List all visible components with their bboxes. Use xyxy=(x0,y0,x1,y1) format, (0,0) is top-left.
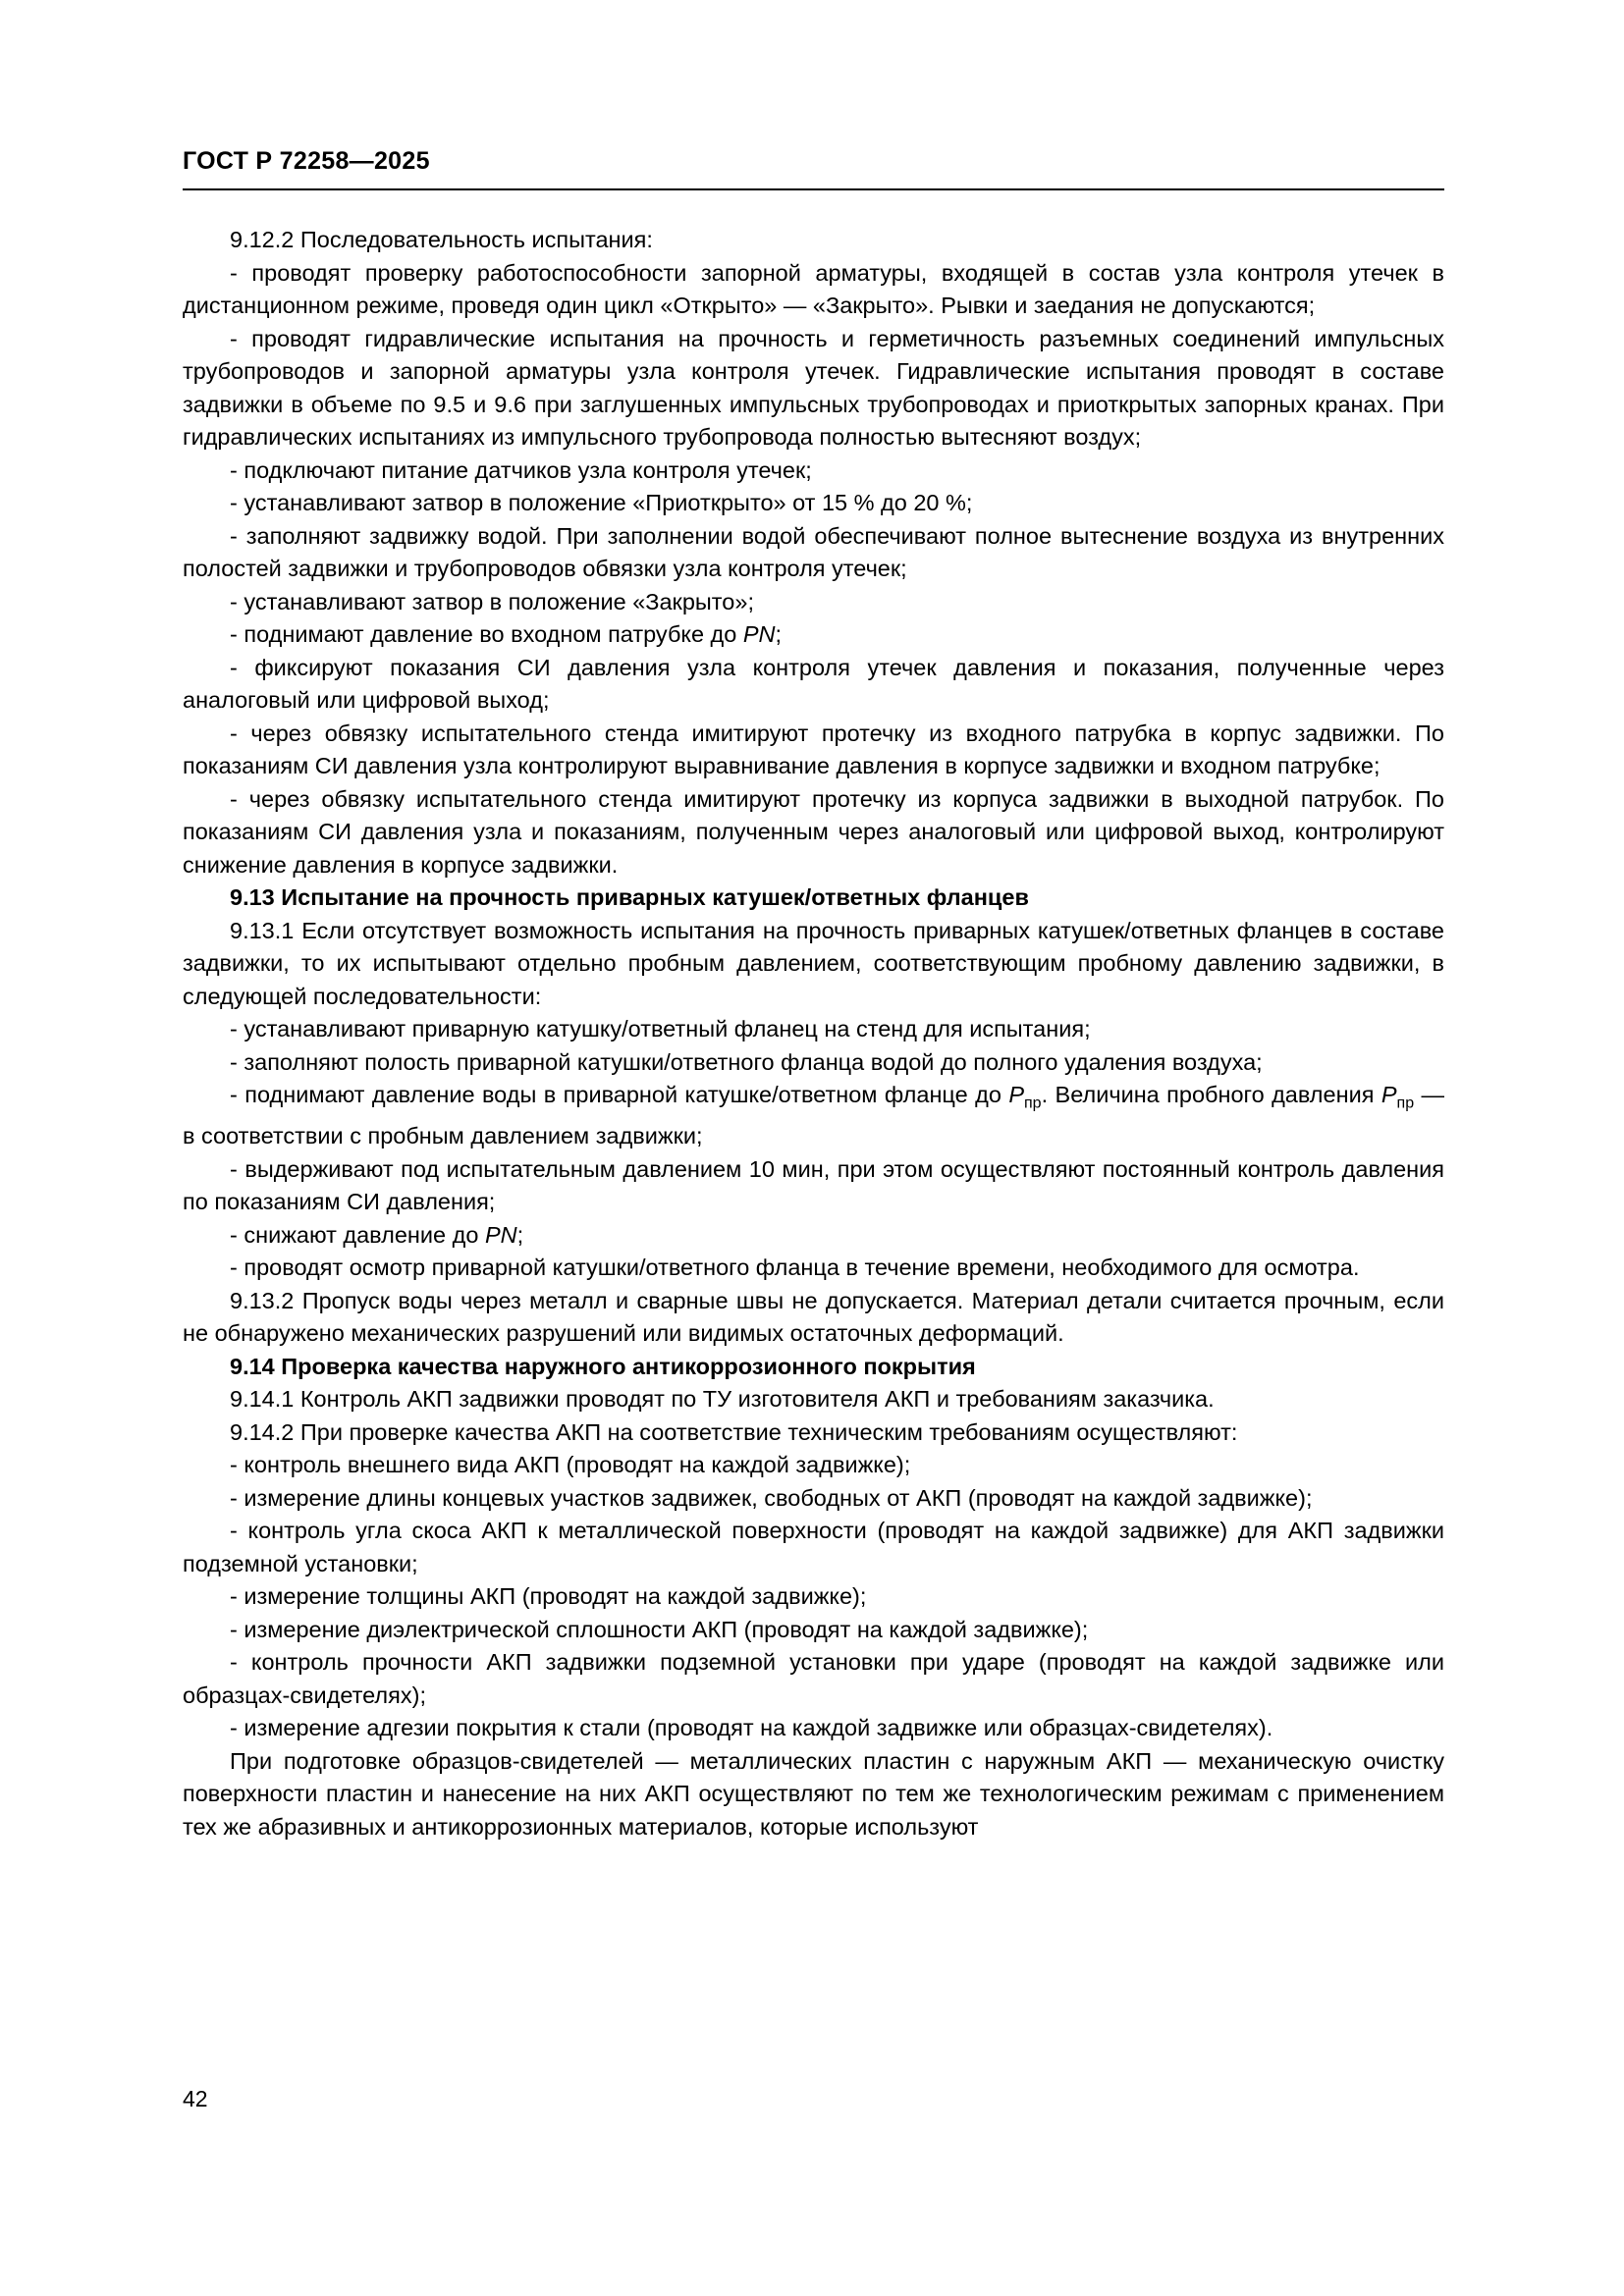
list-item: - заполняют задвижку водой. При заполнении водой обеспечивают полное вытеснение воздуха из внутренних полостей задвижки и трубопроводов обвязки узла контроля утечек; xyxy=(183,522,1444,581)
page-number: 42 xyxy=(183,2086,208,2111)
list-item-text-b: . Величина пробного давления xyxy=(1041,1082,1381,1107)
paragraph-9-13-1: 9.13.1 Если отсутствует возможность испытания на прочность приварных катушек/ответных фланцев в составе задвижки, то их испытывают отдельно пробным давлением, соответствующим пробному давлению задвижки, в следующей последовательности: xyxy=(183,917,1444,1009)
list-item-text-c: — в соответствии с пробным давлением задвижки; xyxy=(183,1082,1445,1149)
list-item: - выдерживают под испытательным давлением 10 мин, при этом осуществляют постоянный контроль давления по показаниям СИ давления; xyxy=(183,1155,1444,1215)
list-item: - устанавливают затвор в положение «Закрыто»; xyxy=(230,588,754,614)
symbol-p: P xyxy=(1380,1082,1397,1107)
list-item-text-b: ; xyxy=(516,1221,524,1248)
list-item xyxy=(183,1079,1444,1153)
list-item: - устанавливают приварную катушку/ответный фланец на стенд для испытания; xyxy=(230,1016,1091,1041)
paragraph-9-14-2: 9.14.2 При проверке качества АКП на соответствие техническим требованиям осуществляют: xyxy=(230,1418,1238,1445)
list-item: - фиксируют показания СИ давления узла контроля утечек давления и показания, полученные через аналоговый или цифровой выход; xyxy=(183,654,1444,713)
symbol-pn: PN xyxy=(742,621,776,647)
list-item: - измерение диэлектрической сплошности АКП (проводят на каждой задвижке); xyxy=(230,1616,1089,1642)
paragraph-9-12-2: 9.12.2 Последовательность испытания: xyxy=(230,227,653,252)
list-item xyxy=(183,1219,1444,1253)
symbol-p: P xyxy=(1008,1082,1025,1107)
section-heading-9-13: 9.13 Испытание на прочность приварных катушек/ответных фланцев xyxy=(230,884,1029,910)
list-item: - через обвязку испытательного стенда имитируют протечку из входного патрубка в корпус задвижки. По показаниям СИ давления узла контролируют выравнивание давления в корпусе задвижки и входном патрубке; xyxy=(183,720,1444,778)
list-item: - контроль угла скоса АКП к металлической поверхности (проводят на каждой задвижке) для АКП задвижки подземной установки; xyxy=(183,1518,1444,1576)
list-item-text-b: ; xyxy=(775,621,783,647)
list-item: - проводят гидравлические испытания на прочность и герметичность разъемных соединений импульсных трубопроводов и запорной арматуры узла контроля утечек. Гидравлические испытания проводят в составе задвижки в объеме по 9.5 и 9.6 при заглушенных импульсных трубопроводах и приоткрытых запорных кранах. При гидравлических испытаниях из импульсного трубопровода полностью вытесняют воздух; xyxy=(183,325,1444,450)
list-item xyxy=(183,618,1444,652)
list-item: - измерение длины концевых участков задвижек, свободных от АКП (проводят на каждой задвижке); xyxy=(230,1484,1313,1511)
list-item-text-a: - поднимают давление во входном патрубке до xyxy=(230,621,743,647)
page-content xyxy=(183,224,1444,1843)
list-item: - через обвязку испытательного стенда имитируют протечку из корпуса задвижки в выходной патрубок. По показаниям СИ давления узла и показаниям, полученным через аналоговый или цифровой выход, контролируют снижение давления в корпусе задвижки. xyxy=(183,785,1444,878)
list-item: - проводят осмотр приварной катушки/ответного фланца в течение времени, необходимого для осмотра. xyxy=(230,1255,1360,1281)
list-item: - заполняют полость приварной катушки/ответного фланца водой до полного удаления воздуха; xyxy=(230,1048,1263,1075)
paragraph-9-13-2: 9.13.2 Пропуск воды через металл и сварные швы не допускается. Материал детали считается прочным, если не обнаружено механических разрушений или видимых остаточных деформаций. xyxy=(183,1287,1444,1347)
page-header: ГОСТ Р 72258—2025 xyxy=(183,147,430,175)
list-item-text-a: - снижают давление до xyxy=(230,1221,485,1248)
list-item: - подключают питание датчиков узла контроля утечек; xyxy=(230,456,812,483)
header-divider xyxy=(183,188,1444,190)
list-item: - проводят проверку работоспособности запорной арматуры, входящей в состав узла контроля утечек в дистанционном режиме, проведя один цикл «Открыто» — «Закрыто». Рывки и заедания не допускаются; xyxy=(183,259,1444,318)
list-item: - измерение толщины АКП (проводят на каждой задвижке); xyxy=(230,1583,867,1610)
symbol-pn: PN xyxy=(484,1221,517,1248)
list-item: - контроль внешнего вида АКП (проводят на каждой задвижке); xyxy=(230,1452,911,1478)
list-item-text-a: - поднимают давление воды в приварной катушке/ответном фланце до xyxy=(230,1082,1009,1107)
symbol-p-subscript: пр xyxy=(1024,1095,1042,1112)
list-item: - контроль прочности АКП задвижки подземной установки при ударе (проводят на каждой задвижке или образцах-свидетелях); xyxy=(183,1649,1444,1708)
paragraph-9-14-1: 9.14.1 Контроль АКП задвижки проводят по ТУ изготовителя АКП и требованиям заказчика. xyxy=(230,1386,1215,1413)
list-item: - устанавливают затвор в положение «Приоткрыто» от 15 % до 20 %; xyxy=(230,490,973,515)
paragraph-samples: При подготовке образцов-свидетелей — металлических пластин с наружным АКП — механическую очистку поверхности пластин и нанесение на них АКП осуществляют по тем же технологическим режимам с применением тех же абразивных и антикоррозионных материалов, которые используют xyxy=(183,1747,1444,1840)
symbol-p-subscript: пр xyxy=(1396,1095,1415,1112)
section-heading-9-14: 9.14 Проверка качества наружного антикоррозионного покрытия xyxy=(230,1353,976,1379)
list-item: - измерение адгезии покрытия к стали (проводят на каждой задвижке или образцах-свидетелях). xyxy=(230,1715,1273,1741)
